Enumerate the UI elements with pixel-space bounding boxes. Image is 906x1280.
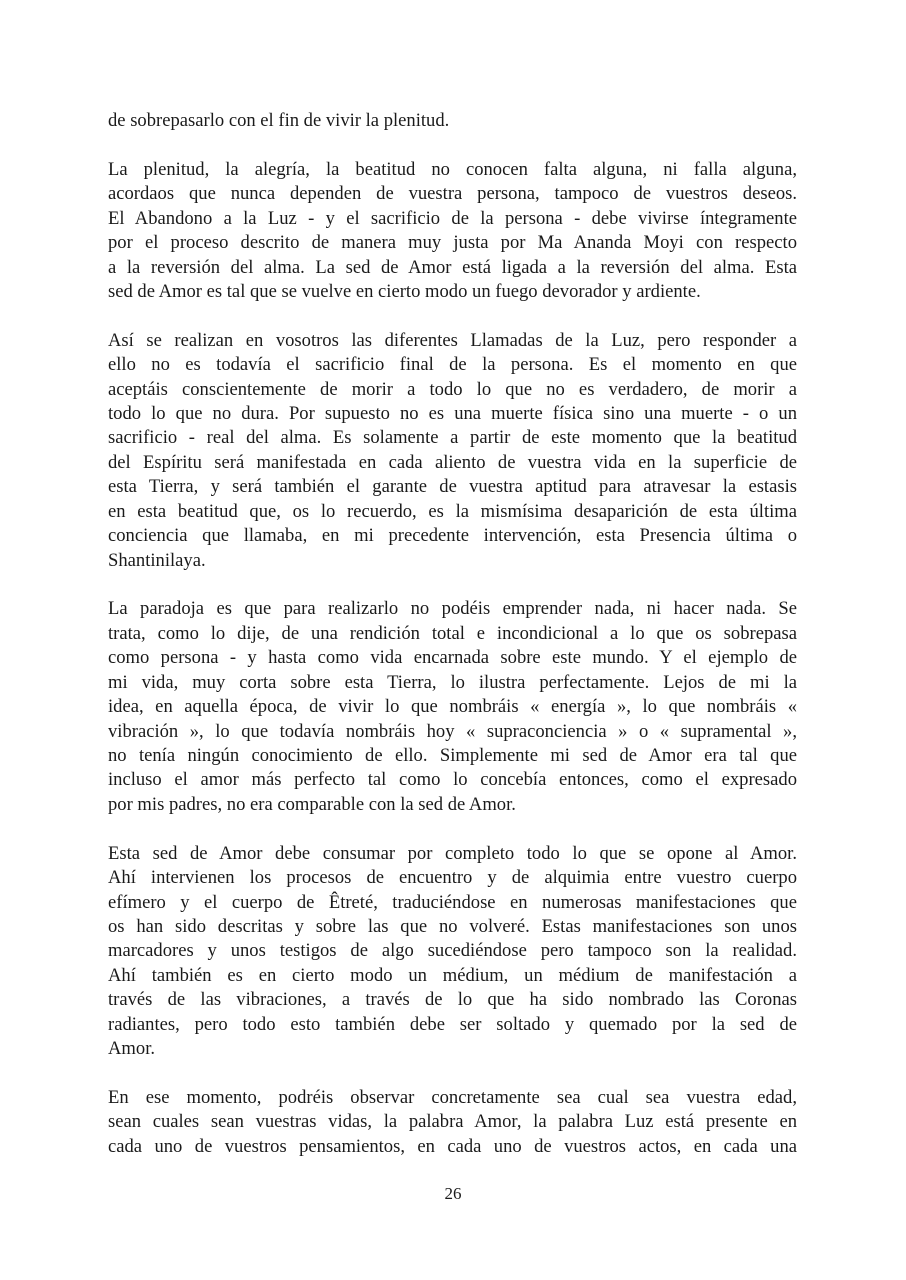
text-line: del Espíritu será manifestada en cada aliento de vuestra vida en la superficie de: [108, 451, 797, 473]
text-line: Así se realizan en vosotros las diferentes Llamadas de la Luz, pero responder a: [108, 329, 797, 351]
text-line: El Abandono a la Luz - y el sacrificio de la persona - debe vivirse íntegramente: [108, 207, 797, 229]
text-line: trata, como lo dije, de una rendición total e incondicional a lo que os sobrepasa: [108, 622, 797, 644]
text-line: La plenitud, la alegría, la beatitud no conocen falta alguna, ni falla alguna,: [108, 158, 797, 180]
text-line: por el proceso descrito de manera muy justa por Ma Ananda Moyi con respecto: [108, 232, 797, 254]
text-line: través de las vibraciones, a través de lo que ha sido nombrado las Coronas: [108, 989, 797, 1011]
text-line: incluso el amor más perfecto tal como lo concebía entonces, como el expresado: [108, 769, 797, 791]
text-line: En ese momento, podréis observar concretamente sea cual sea vuestra edad,: [108, 1086, 797, 1108]
text-line: marcadores y unos testigos de algo sucediéndose pero tampoco son la realidad.: [108, 940, 797, 962]
text-line: aceptáis conscientemente de morir a todo lo que no es verdadero, de morir a: [108, 378, 797, 400]
text-line: Esta sed de Amor debe consumar por completo todo lo que se opone al Amor.: [108, 842, 797, 864]
text-line: radiantes, pero todo esto también debe ser soltado y quemado por la sed de: [108, 1013, 797, 1035]
text-line: idea, en aquella época, de vivir lo que nombráis « energía », lo que nombráis «: [108, 696, 797, 718]
text-line: sacrificio - real del alma. Es solamente a partir de este momento que la beatitud: [108, 427, 797, 449]
paragraph: [108, 109, 797, 133]
text-line: Shantinilaya.: [108, 549, 206, 571]
paragraph: [108, 158, 797, 305]
text-line: Ahí intervienen los procesos de encuentro y de alquimia entre vuestro cuerpo: [108, 867, 797, 889]
text-line: ello no es todavía el sacrificio final de la persona. Es el momento en que: [108, 354, 797, 376]
text-line: sed de Amor es tal que se vuelve en cierto modo un fuego devorador y ardiente.: [108, 280, 701, 302]
text-line: La paradoja es que para realizarlo no podéis emprender nada, ni hacer nada. Se: [108, 598, 797, 620]
text-line: efímero y el cuerpo de Êtreté, traduciéndose en numerosas manifestaciones que: [108, 891, 797, 913]
text-line: os han sido descritas y sobre las que no volveré. Estas manifestaciones son unos: [108, 915, 797, 937]
text-line: cada uno de vuestros pensamientos, en cada uno de vuestros actos, en cada una: [108, 1135, 797, 1157]
text-line: en esta beatitud que, os lo recuerdo, es la mismísima desaparición de esta última: [108, 500, 797, 522]
paragraph: [108, 1086, 797, 1159]
text-line: esta Tierra, y será también el garante de vuestra aptitud para atravesar la estasis: [108, 476, 797, 498]
text-line: conciencia que llamaba, en mi precedente intervención, esta Presencia última o: [108, 525, 797, 547]
text-line: acordaos que nunca dependen de vuestra persona, tampoco de vuestros deseos.: [108, 183, 797, 205]
text-line: sean cuales sean vuestras vidas, la palabra Amor, la palabra Luz está presente en: [108, 1111, 797, 1133]
text-line: a la reversión del alma. La sed de Amor está ligada a la reversión del alma. Esta: [108, 256, 797, 278]
page-body: [108, 109, 797, 1184]
paragraph: [108, 597, 797, 817]
paragraph: [108, 842, 797, 1062]
text-line: Amor.: [108, 1038, 156, 1060]
text-line: vibración », lo que todavía nombráis hoy « supraconciencia » o « supramental »,: [108, 720, 797, 742]
text-line: todo lo que no dura. Por supuesto no es una muerte física sino una muerte - o un: [108, 403, 797, 425]
text-line: Ahí también es en cierto modo un médium, un médium de manifestación a: [108, 964, 797, 986]
text-line: como persona - y hasta como vida encarnada sobre este mundo. Y el ejemplo de: [108, 647, 797, 669]
paragraph: [108, 329, 797, 573]
text-line: por mis padres, no era comparable con la sed de Amor.: [108, 793, 516, 815]
text-line: de sobrepasarlo con el fin de vivir la plenitud.: [108, 110, 450, 131]
text-line: no tenía ningún conocimiento de ello. Simplemente mi sed de Amor era tal que: [108, 744, 797, 766]
text-line: mi vida, muy corta sobre esta Tierra, lo ilustra perfectamente. Lejos de mi la: [108, 671, 797, 693]
page-number: 26: [444, 1184, 462, 1203]
